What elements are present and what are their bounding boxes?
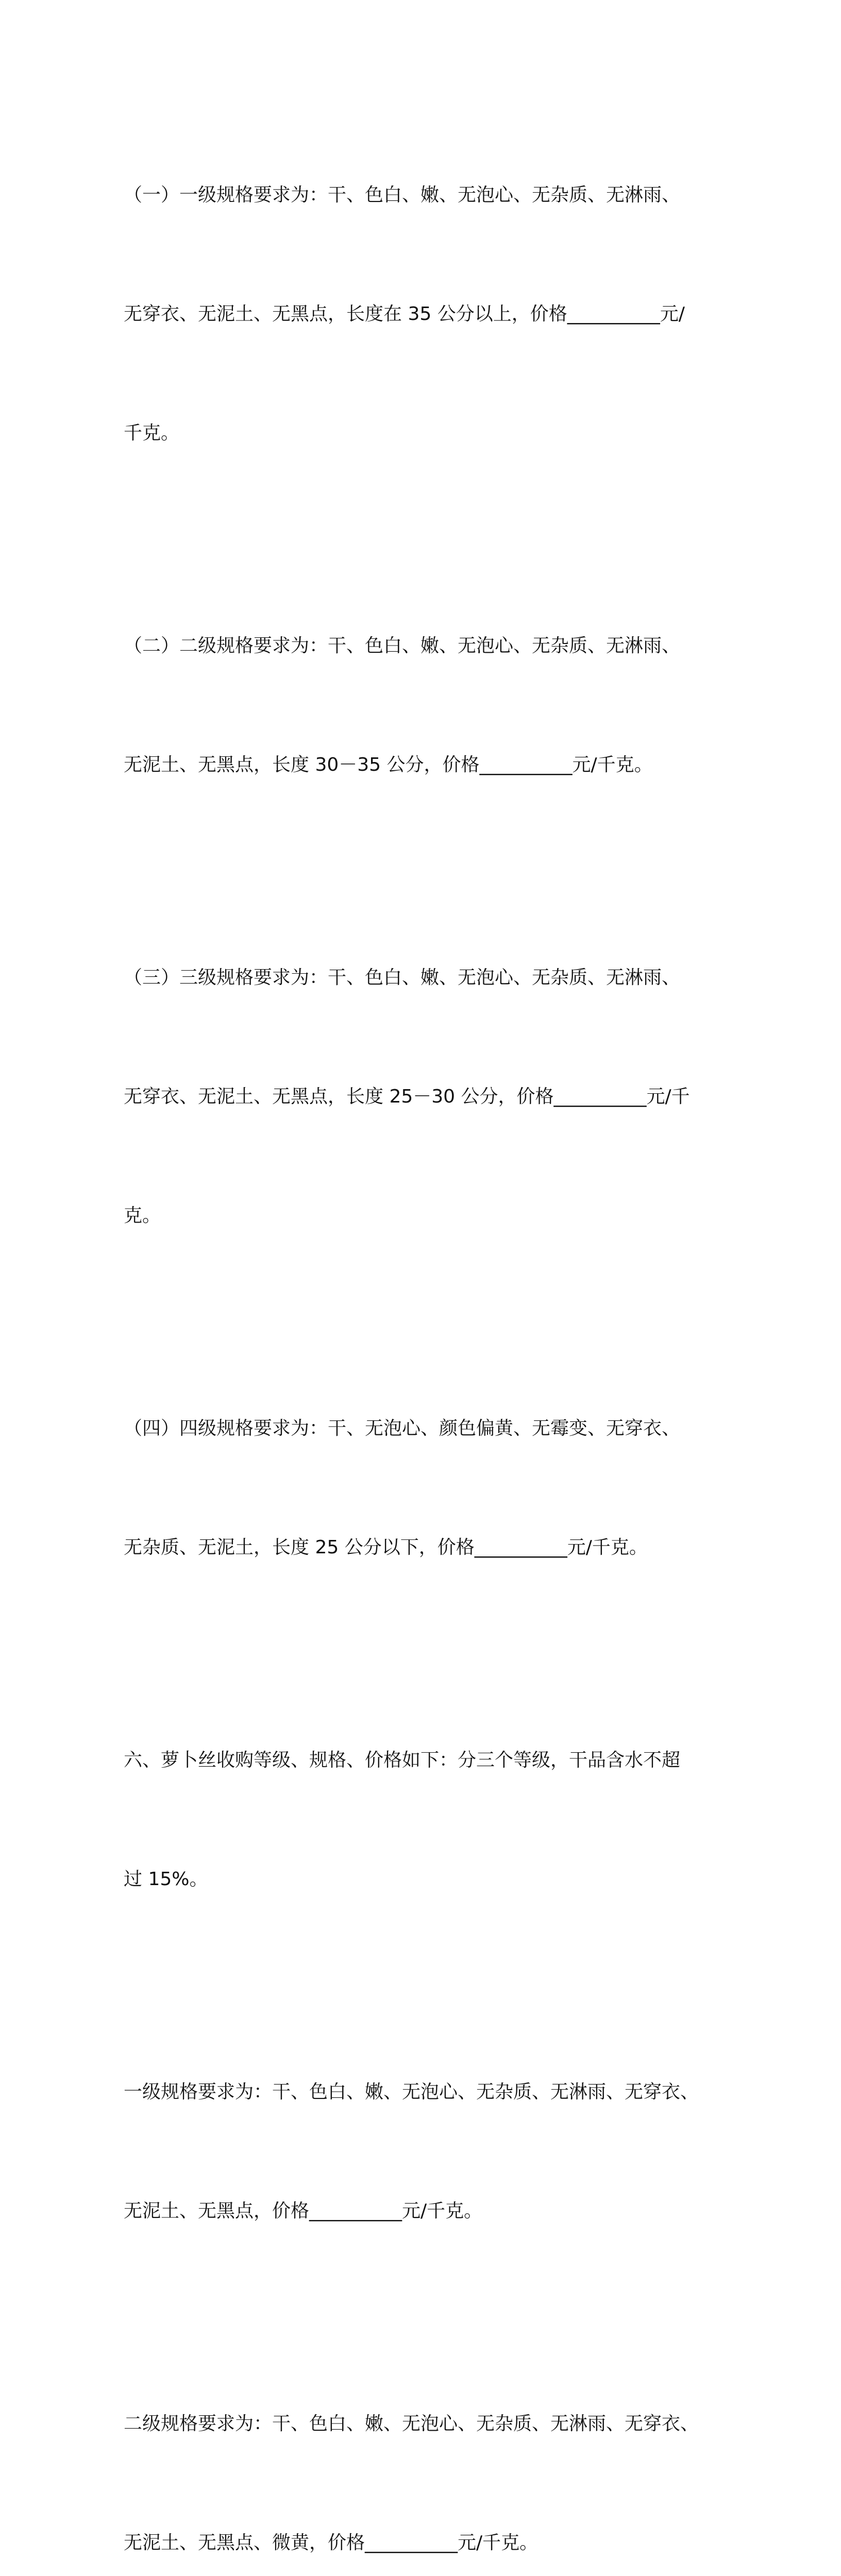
text-line: （二）二级规格要求为：干、色白、嫩、无泡心、无杂质、无淋雨、 bbox=[124, 635, 681, 656]
text-line: 过 15%。 bbox=[124, 1869, 208, 1890]
paragraph-radish-grade-1 bbox=[124, 1993, 721, 2310]
text-line: 克。 bbox=[124, 1205, 161, 1226]
paragraph-grade-1 bbox=[124, 96, 721, 532]
paragraph-grade-3 bbox=[124, 878, 721, 1315]
text-line: （一）一级规格要求为：干、色白、嫩、无泡心、无杂质、无淋雨、 bbox=[124, 184, 681, 206]
text-line: 一级规格要求为：干、色白、嫩、无泡心、无杂质、无淋雨、无穿衣、 bbox=[124, 2081, 699, 2103]
text-line: 六、萝卜丝收购等级、规格、价格如下：分三个等级，干品含水不超 bbox=[124, 1750, 681, 1771]
text-line: 无穿衣、无泥土、无黑点，长度在 35 公分以上，价格__________元/ bbox=[124, 303, 685, 325]
text-line: 无穿衣、无泥土、无黑点，长度 25－30 公分，价格__________元/千 bbox=[124, 1086, 690, 1107]
text-line: 无泥土、无黑点，长度 30－35 公分，价格__________元/千克。 bbox=[124, 754, 653, 775]
section-six-heading bbox=[124, 1661, 721, 1978]
text-line: （三）三级规格要求为：干、色白、嫩、无泡心、无杂质、无淋雨、 bbox=[124, 967, 681, 988]
text-line: 二级规格要求为：干、色白、嫩、无泡心、无杂质、无淋雨、无穿衣、 bbox=[124, 2413, 699, 2434]
text-line: 千克。 bbox=[124, 422, 180, 444]
text-line: 无杂质、无泥土，长度 25 公分以下，价格__________元/千克。 bbox=[124, 1537, 648, 1558]
document-body bbox=[124, 96, 721, 2576]
paragraph-grade-2 bbox=[124, 547, 721, 864]
text-line: 无泥土、无黑点、微黄，价格__________元/千克。 bbox=[124, 2532, 539, 2553]
text-line: 无泥土、无黑点，价格__________元/千克。 bbox=[124, 2200, 483, 2222]
text-line: （四）四级规格要求为：干、无泡心、颜色偏黄、无霉变、无穿衣、 bbox=[124, 1418, 681, 1439]
paragraph-grade-4 bbox=[124, 1329, 721, 1647]
paragraph-radish-grade-2 bbox=[124, 2325, 721, 2576]
